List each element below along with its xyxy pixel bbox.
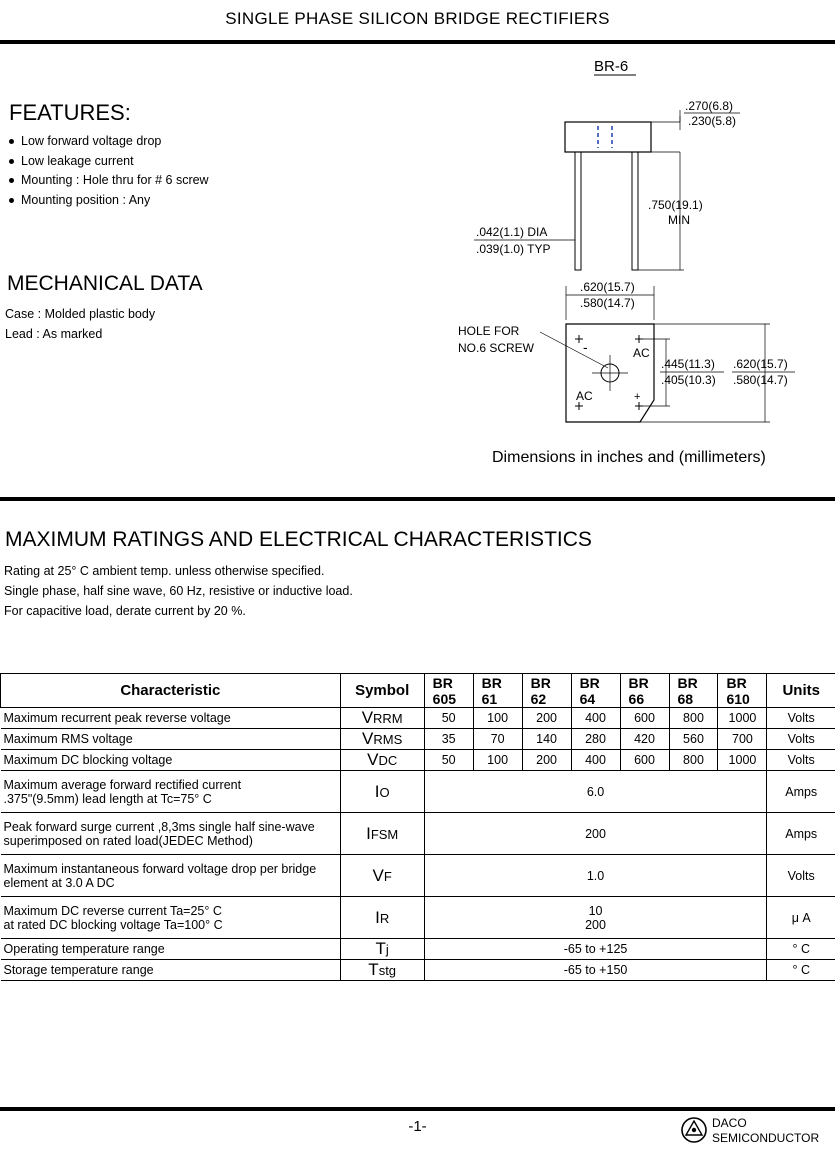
row-symbol: Tj: [340, 939, 424, 960]
row-symbol: Tstg: [340, 960, 424, 981]
row-symbol: VRMS: [340, 729, 424, 750]
row-characteristic: Maximum recurrent peak reverse voltage: [1, 708, 341, 729]
row-symbol: IO: [340, 771, 424, 813]
feature-item: Mounting position : Any: [9, 191, 349, 211]
row-symbol: IFSM: [340, 813, 424, 855]
page-number: -1-: [408, 1118, 427, 1135]
row-unit: μ A: [767, 897, 835, 939]
row-characteristic: Peak forward surge current ,8,3ms single half sine-wave superimposed on rated load(JEDEC Method): [1, 813, 341, 855]
row-characteristic: Maximum average forward rectified current .375"(9.5mm) lead length at Tc=75° C: [1, 771, 341, 813]
row-characteristic: Storage temperature range: [1, 960, 341, 981]
table-row: [1, 855, 835, 897]
row-value: -65 to +150: [424, 960, 767, 981]
col-units: Units: [767, 674, 835, 708]
row-unit: Volts: [767, 729, 835, 750]
row-unit: Amps: [767, 813, 835, 855]
row-unit: ° C: [767, 939, 835, 960]
dim-lead-length-2: MIN: [668, 213, 690, 227]
row-characteristic: Maximum instantaneous forward voltage drop per bridge element at 3.0 A DC: [1, 855, 341, 897]
features-heading: FEATURES:: [9, 100, 131, 125]
pin-ac-bottom-label: AC: [576, 389, 593, 403]
row-characteristic: Maximum RMS voltage: [1, 729, 341, 750]
row-value: 800: [669, 750, 718, 771]
row-value: 400: [571, 708, 620, 729]
col-model: BR 605: [424, 674, 473, 708]
table-row: [1, 729, 835, 750]
row-unit: Amps: [767, 771, 835, 813]
row-characteristic: Operating temperature range: [1, 939, 341, 960]
dim-lead-length-1: .750(19.1): [648, 198, 703, 212]
dim-body-width-2: .580(14.7): [580, 296, 635, 310]
row-unit: Volts: [767, 855, 835, 897]
row-unit: Volts: [767, 750, 835, 771]
row-symbol: VF: [340, 855, 424, 897]
row-value: 200: [522, 708, 571, 729]
dim-width-min: .230(5.8): [688, 114, 737, 128]
ratings-heading: MAXIMUM RATINGS AND ELECTRICAL CHARACTERISTICS: [5, 528, 592, 551]
dim-width-max: .270(6.8): [685, 99, 734, 113]
company-name-line: SEMICONDUCTOR: [712, 1131, 820, 1145]
dim-pin-spacing-1: .445(11.3): [661, 357, 715, 371]
table-row: [1, 771, 835, 813]
table-row: [1, 897, 835, 939]
package-diagram: [440, 50, 835, 480]
col-model: BR 61: [473, 674, 522, 708]
row-unit: ° C: [767, 960, 835, 981]
col-symbol: Symbol: [340, 674, 424, 708]
row-value: 200: [522, 750, 571, 771]
row-value: 1000: [718, 750, 767, 771]
pin-plus-label: +: [634, 391, 641, 403]
package-name: BR-6: [594, 58, 629, 75]
bottom-rule: [0, 1107, 835, 1111]
row-symbol: VDC: [340, 750, 424, 771]
row-value: 400: [571, 750, 620, 771]
row-unit: Volts: [767, 708, 835, 729]
daco-logo-icon: [680, 1116, 708, 1144]
pin-minus-label: -: [583, 339, 588, 355]
ratings-table: [0, 673, 835, 981]
col-model: BR 62: [522, 674, 571, 708]
row-value: 10 200: [424, 897, 767, 939]
feature-item: Mounting : Hole thru for # 6 screw: [9, 171, 349, 191]
table-row: [1, 813, 835, 855]
dim-lead-dia-2: .039(1.0) TYP: [476, 242, 551, 256]
hole-label-2: NO.6 SCREW: [458, 341, 535, 355]
row-value: 800: [669, 708, 718, 729]
col-characteristic: Characteristic: [1, 674, 341, 708]
col-model: BR 64: [571, 674, 620, 708]
row-characteristic: Maximum DC reverse current Ta=25° C at rated DC blocking voltage Ta=100° C: [1, 897, 341, 939]
row-symbol: VRRM: [340, 708, 424, 729]
row-value: -65 to +125: [424, 939, 767, 960]
row-value: 6.0: [424, 771, 767, 813]
dim-lead-dia-1: .042(1.1) DIA: [476, 225, 548, 239]
row-symbol: IR: [340, 897, 424, 939]
row-value: 600: [620, 750, 669, 771]
row-value: 1.0: [424, 855, 767, 897]
row-value: 100: [473, 750, 522, 771]
dim-body-height-2: .580(14.7): [733, 373, 788, 387]
row-value: 50: [424, 750, 473, 771]
row-value: 100: [473, 708, 522, 729]
col-model: BR 610: [718, 674, 767, 708]
col-model: BR 68: [669, 674, 718, 708]
page-title: SINGLE PHASE SILICON BRIDGE RECTIFIERS: [225, 9, 610, 28]
top-rule: [0, 40, 835, 44]
row-value: 420: [620, 729, 669, 750]
pin-ac-top-label: AC: [633, 346, 650, 360]
lead-right: [632, 152, 638, 270]
lead-left: [575, 152, 581, 270]
middle-rule: [0, 497, 835, 501]
dim-body-width-1: .620(15.7): [580, 280, 635, 294]
row-value: 280: [571, 729, 620, 750]
table-header-row: [1, 674, 835, 708]
row-value: 70: [473, 729, 522, 750]
hole-label-1: HOLE FOR: [458, 324, 520, 338]
row-value: 200: [424, 813, 767, 855]
row-value: 1000: [718, 708, 767, 729]
mechanical-heading: MECHANICAL DATA: [7, 272, 203, 295]
feature-item: Low leakage current: [9, 152, 349, 172]
mechanical-line: Case : Molded plastic body: [5, 307, 156, 321]
table-row: [1, 939, 835, 960]
company-name: [712, 1116, 819, 1146]
ratings-note: Rating at 25° C ambient temp. unless otherwise specified.: [4, 564, 325, 578]
ratings-note: For capacitive load, derate current by 20 %.: [4, 604, 246, 618]
features-list: [9, 132, 349, 210]
ratings-notes: [4, 562, 424, 622]
feature-item: Low forward voltage drop: [9, 132, 349, 152]
table-row: [1, 960, 835, 981]
body-side-view: [565, 122, 651, 152]
row-value: 560: [669, 729, 718, 750]
mechanical-list: [5, 305, 305, 345]
ratings-note: Single phase, half sine wave, 60 Hz, resistive or inductive load.: [4, 584, 353, 598]
row-characteristic: Maximum DC blocking voltage: [1, 750, 341, 771]
row-value: 50: [424, 708, 473, 729]
dim-body-height-1: .620(15.7): [733, 357, 788, 371]
company-name-line: DACO: [712, 1116, 747, 1130]
dimensions-note: Dimensions in inches and (millimeters): [492, 449, 766, 466]
mechanical-line: Lead : As marked: [5, 327, 103, 341]
row-value: 600: [620, 708, 669, 729]
row-value: 700: [718, 729, 767, 750]
col-model: BR 66: [620, 674, 669, 708]
table-row: [1, 750, 835, 771]
row-value: 35: [424, 729, 473, 750]
table-row: [1, 708, 835, 729]
row-value: 140: [522, 729, 571, 750]
dim-pin-spacing-2: .405(10.3): [661, 373, 716, 387]
